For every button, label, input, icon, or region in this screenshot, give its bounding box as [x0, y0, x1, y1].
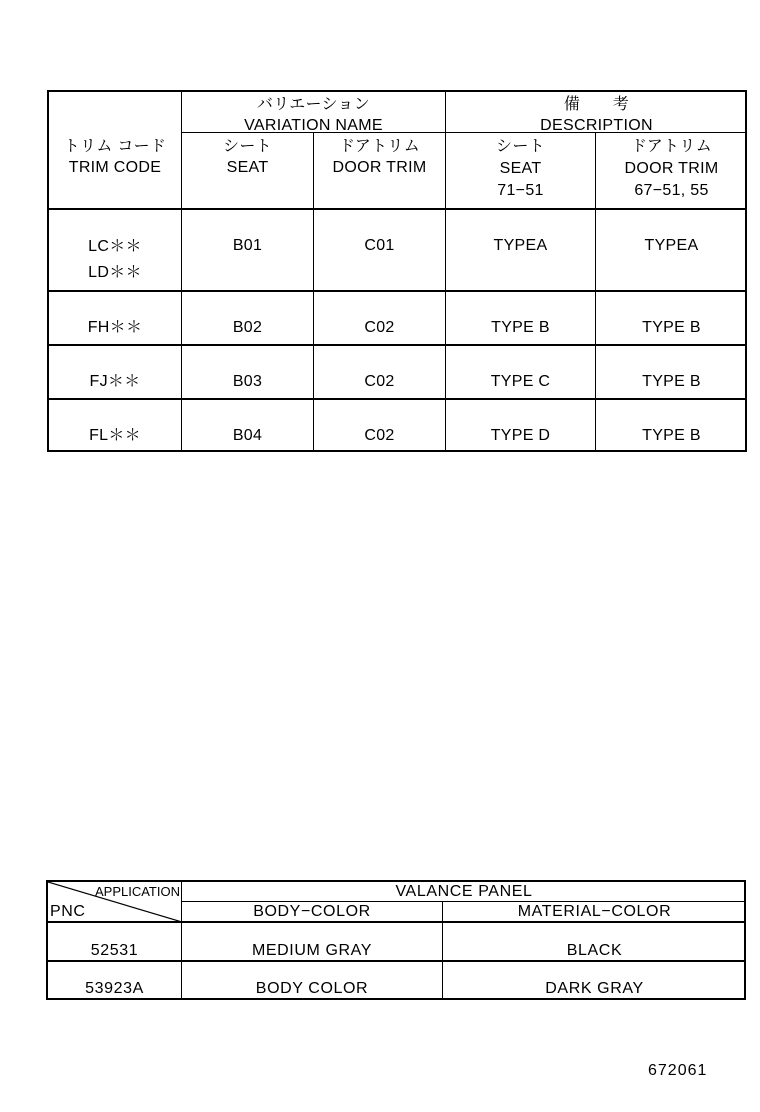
header-var-door-trim [314, 136, 445, 178]
header-var-seat-en: SEAT [226, 159, 269, 176]
table-row-1-pnc: 52531 [90, 942, 139, 959]
header-pnc: PNC [50, 903, 86, 920]
header-description-jp: 備 考 [563, 96, 630, 113]
figure-code: 672061 [648, 1062, 708, 1079]
table-row-3-door-trim: C02 [364, 373, 395, 390]
table-row-4-desc-seat: TYPE D [490, 427, 551, 444]
table-row-3-seat: B03 [232, 373, 263, 390]
table-row-2-desc-seat: TYPE B [491, 319, 550, 336]
header-variation-en: VARIATION NAME [244, 117, 383, 134]
header-var-seat-jp: シート [223, 138, 272, 155]
header-application: APPLICATION [94, 884, 180, 899]
divider [49, 290, 747, 292]
table-row-3-trim-code: FJ＊＊ [89, 373, 141, 390]
table-row-2-material-color: DARK GRAY [545, 980, 644, 997]
header-var-door-en: DOOR TRIM [332, 159, 427, 176]
table-row-1-trim-code [49, 234, 181, 286]
header-description [446, 94, 747, 136]
header-body-color: BODY−COLOR [253, 903, 371, 920]
header-valance-panel: VALANCE PANEL [395, 883, 533, 900]
divider [49, 208, 747, 210]
header-description-en: DESCRIPTION [540, 117, 653, 134]
table-row-2-trim-code: FH＊＊ [87, 319, 143, 336]
header-desc-seat [446, 136, 595, 202]
table-row-2-desc-door: TYPE B [642, 319, 701, 336]
table-row-1-seat: B01 [232, 237, 263, 254]
header-trim-code-jp: トリム コード [63, 138, 167, 155]
divider [313, 132, 314, 450]
table-row-1-desc-seat: TYPEA [493, 237, 548, 254]
valance-panel-table [46, 880, 746, 1000]
divider [49, 398, 747, 400]
table-row-4-desc-door: TYPE B [642, 427, 701, 444]
table-row-4-trim-code: FL＊＊ [89, 427, 141, 444]
header-desc-door-jp: ドアトリム [630, 138, 713, 155]
divider [181, 901, 746, 902]
header-desc-door-en: DOOR TRIM [624, 160, 719, 177]
header-var-seat [182, 136, 313, 178]
table-row-3-desc-seat: TYPE C [490, 373, 551, 390]
table-row-2-body-color: BODY COLOR [255, 980, 369, 997]
trim-code-table [47, 90, 747, 452]
table-row-2-pnc: 53923A [85, 980, 144, 997]
table-row-4-seat: B04 [232, 427, 263, 444]
header-desc-door-trim [596, 136, 747, 202]
divider [48, 960, 746, 962]
table-row-4-door-trim: C02 [364, 427, 395, 444]
table-row-1-desc-door: TYPEA [644, 237, 699, 254]
divider [49, 344, 747, 346]
header-desc-seat-jp: シート [496, 138, 545, 155]
trim-code-value: LD＊＊ [88, 264, 142, 281]
header-variation-jp: バリエーション [256, 96, 371, 113]
trim-code-value: LC＊＊ [88, 238, 142, 255]
header-variation [182, 94, 445, 136]
header-desc-seat-range: 71−51 [497, 182, 544, 199]
table-row-2-door-trim: C02 [364, 319, 395, 336]
header-trim-code-en: TRIM CODE [68, 159, 162, 176]
header-material-color: MATERIAL−COLOR [517, 903, 672, 920]
header-desc-seat-en: SEAT [499, 160, 542, 177]
table-row-1-material-color: BLACK [566, 942, 623, 959]
table-row-2-seat: B02 [232, 319, 263, 336]
header-trim-code [49, 136, 181, 178]
header-desc-door-range: 67−51, 55 [634, 182, 709, 199]
table-row-1-body-color: MEDIUM GRAY [251, 942, 373, 959]
table-row-1-door-trim: C01 [364, 237, 395, 254]
header-var-door-jp: ドアトリム [338, 138, 421, 155]
table-row-3-desc-door: TYPE B [642, 373, 701, 390]
